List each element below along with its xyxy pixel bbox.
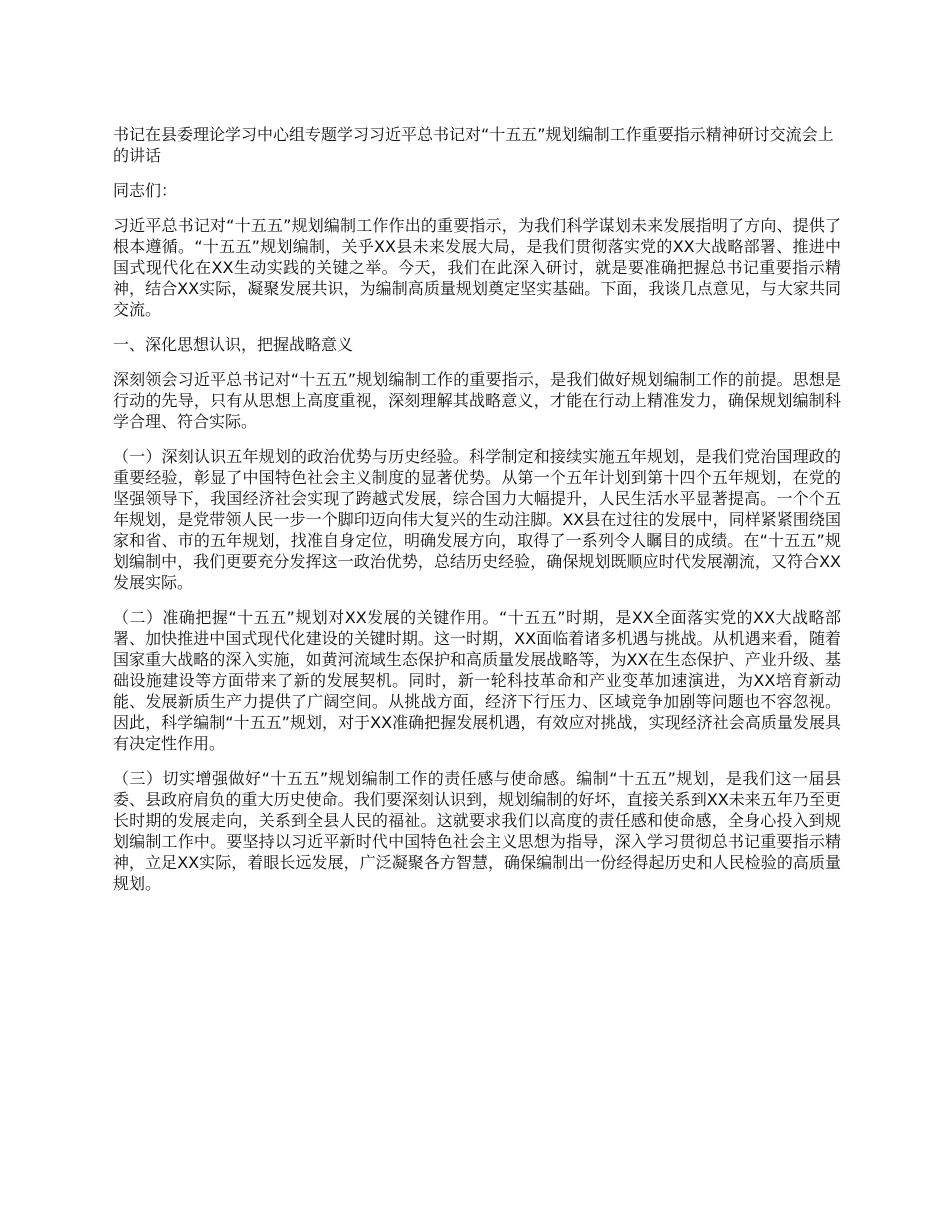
section-heading-1: 一、深化思想认识，把握战略意义 [113,335,354,354]
document-title: 书记在县委理论学习中心组专题学习习近平总书记对“十五五”规划编制工作重要指示精神研讨交流会上的讲话 [113,125,834,165]
salutation: 同志们： [113,181,178,200]
point-3-paragraph: （三）切实增强做好“十五五”规划编制工作的责任感与使命感。编制“十五五”规划，是我们这一届县委、县政府肩负的重大历史使命。我们要深刻认识到，规划编制的好坏，直接关系到XX未来五年乃至更长时期的发展走向，关系到全县人民的福祉。这就要求我们以高度的责任感和使命感，全身心投入到规划编制工作中。要坚持以习近平新时代中国特色社会主义思想为指导，深入学习贯彻总书记重要指示精神，立足XX实际，着眼长远发展，广泛凝聚各方智慧，确保编制出一份经得起历史和人民检验的高质量规划。 [113,769,841,893]
section-1-intro: 深刻领会习近平总书记对“十五五”规划编制工作的重要指示，是我们做好规划编制工作的前提。思想是行动的先导，只有从思想上高度重视，深刻理解其战略意义，才能在行动上精准发力，确保规划编制科学合理、符合实际。 [113,370,841,431]
point-2-paragraph: （二）准确把握“十五五”规划对XX发展的关键作用。“十五五”时期，是XX全面落实党的XX大战略部署、加快推进中国式现代化建设的关键时期。这一时期，XX面临着诸多机遇与挑战。从机遇来看，随着国家重大战略的深入实施，如黄河流域生态保护和高质量发展战略等，为XX在生态保护、产业升级、基础设施建设等方面带来了新的发展契机。同时，新一轮科技革命和产业变革加速演进，为XX培育新动能、发展新质生产力提供了广阔空间。从挑战方面，经济下行压力、区域竞争加剧等问题也不容忽视。因此，科学编制“十五五”规划，对于XX准确把握发展机遇，有效应对挑战，实现经济社会高质量发展具有决定性作用。 [113,608,841,753]
intro-paragraph: 习近平总书记对“十五五”规划编制工作作出的重要指示，为我们科学谋划未来发展指明了方向、提供了根本遵循。“十五五”规划编制，关乎XX县未来发展大局，是我们贯彻落实党的XX大战略部署、推进中国式现代化在XX生动实践的关键之举。今天，我们在此深入研讨，就是要准确把握总书记重要指示精神，结合XX实际，凝聚发展共识，为编制高质量规划奠定坚实基础。下面，我谈几点意见，与大家共同交流。 [113,216,841,319]
document-page [113,124,841,908]
point-1-paragraph: （一）深刻认识五年规划的政治优势与历史经验。科学制定和接续实施五年规划，是我们党治国理政的重要经验，彰显了中国特色社会主义制度的显著优势。从第一个五年计划到第十四个五年规划，在党的坚强领导下，我国经济社会实现了跨越式发展，综合国力大幅提升，人民生活水平显著提高。一个个五年规划，是党带领人民一步一个脚印迈向伟大复兴的生动注脚。XX县在过往的发展中，同样紧紧围绕国家和省、市的五年规划，找准自身定位，明确发展方向，取得了一系列令人瞩目的成绩。在“十五五”规划编制中，我们更要充分发挥这一政治优势，总结历史经验，确保规划既顺应时代发展潮流，又符合XX发展实际。 [113,447,841,592]
